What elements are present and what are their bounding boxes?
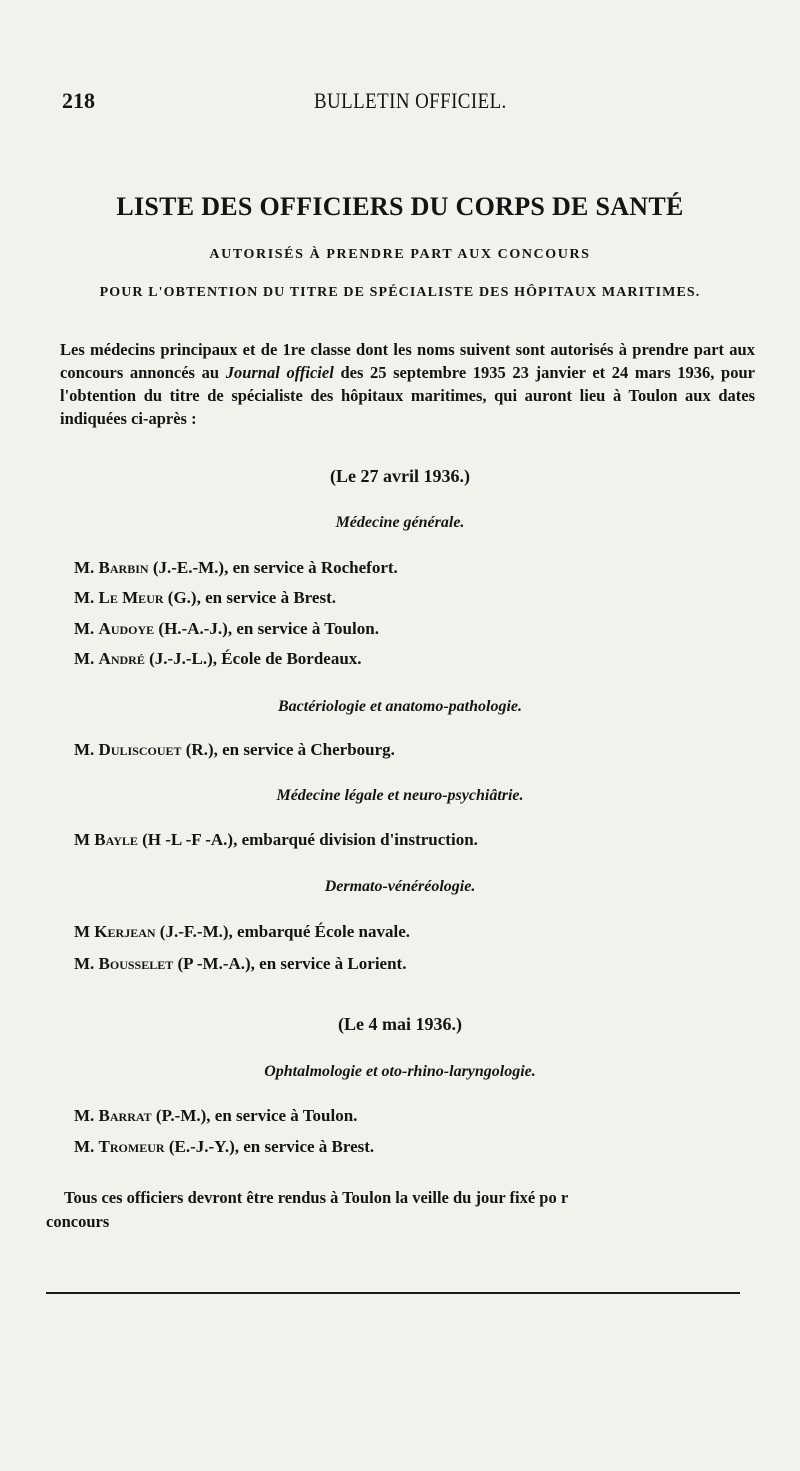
officer-name: André — [98, 649, 145, 668]
entry-prefix: M. — [74, 1137, 99, 1156]
officer-entry — [74, 619, 379, 639]
officer-detail: (H.-A.-J.), en service à Toulon. — [154, 619, 379, 638]
officer-entry — [74, 1137, 374, 1157]
session-date: (Le 4 mai 1936.) — [338, 1014, 462, 1034]
entry-prefix: M — [74, 830, 95, 849]
officer-entry — [74, 588, 336, 608]
intro-text-part1: Les médecins principaux et de 1re classe dont les noms suivent sont autorisés à prendre part aux concours annoncés au — [60, 340, 755, 382]
officer-entry — [74, 558, 398, 578]
officer-entry — [74, 830, 478, 850]
officer-detail: (G.), en service à Brest. — [163, 588, 336, 607]
officer-entry — [74, 1106, 357, 1126]
closing-line-2: concours — [46, 1212, 110, 1231]
specialty-heading: Médecine légale et neuro-psychiâtrie. — [276, 787, 524, 804]
session-date: (Le 27 avril 1936.) — [330, 466, 470, 486]
officer-name: Le Meur — [98, 588, 164, 607]
officer-name: Kerjean — [94, 922, 156, 941]
officer-detail: (J.-E.-M.), en service à Rochefort. — [148, 558, 398, 577]
officer-detail: (J.-J.-L.), École de Bordeaux. — [144, 649, 362, 668]
journal-title: BULLETIN OFFICIEL. — [314, 88, 507, 113]
subtitle-authorized: AUTORISÉS À PRENDRE PART AUX CONCOURS — [209, 247, 591, 262]
entry-prefix: M. — [74, 1106, 99, 1125]
officer-name: Audoye — [98, 619, 155, 638]
officer-detail: (P.-M.), en service à Toulon. — [151, 1106, 358, 1125]
officer-name: Duliscouet — [98, 740, 182, 759]
officer-name: Bousselet — [98, 954, 174, 973]
officer-entry — [74, 954, 406, 974]
entry-prefix: M. — [74, 619, 99, 638]
entry-prefix: M. — [74, 954, 99, 973]
specialty-heading: Médecine générale. — [335, 514, 465, 531]
entry-prefix: M. — [74, 558, 99, 577]
officer-entry — [74, 922, 410, 942]
intro-text-part2: des 25 septembre 1935 23 janvier et 24 mars 1936, pour l'obtention du titre de spécialiste des hôpitaux maritimes, qui auront lieu à Toulon aux dates indiquées ci-après : — [60, 363, 755, 428]
officer-entry — [74, 649, 362, 669]
intro-journal-name: Journal officiel — [225, 363, 334, 382]
specialty-heading: Dermato-vénéréologie. — [324, 878, 476, 895]
entry-prefix: M — [74, 922, 95, 941]
intro-paragraph — [60, 338, 755, 430]
subtitle-obtention: POUR L'OBTENTION DU TITRE DE SPÉCIALISTE DES HÔPITAUX MARITIMES. — [99, 285, 701, 300]
entry-prefix: M. — [74, 588, 99, 607]
officer-name: Barbin — [98, 558, 149, 577]
closing-line-1: Tous ces officiers devront être rendus à Toulon la veille du jour fixé po r — [64, 1188, 569, 1207]
bottom-rule — [46, 1292, 740, 1294]
closing-paragraph — [46, 1186, 756, 1234]
officer-detail: (J.-F.-M.), embarqué École navale. — [155, 922, 411, 941]
document-title: LISTE DES OFFICIERS DU CORPS DE SANTÉ — [116, 192, 684, 221]
page-number: 218 — [62, 88, 95, 113]
officer-detail: (R.), en service à Cherbourg. — [181, 740, 395, 759]
officer-detail: (H -L -F -A.), embarqué division d'instruction. — [137, 830, 478, 849]
specialty-heading: Bactériologie et anatomo-pathologie. — [278, 698, 522, 715]
officer-name: Barrat — [98, 1106, 152, 1125]
officer-name: Bayle — [94, 830, 138, 849]
officer-detail: (E.-J.-Y.), en service à Brest. — [164, 1137, 375, 1156]
officer-detail: (P -M.-A.), en service à Lorient. — [173, 954, 407, 973]
specialty-heading: Ophtalmologie et oto-rhino-laryngologie. — [264, 1063, 536, 1080]
entry-prefix: M. — [74, 649, 99, 668]
entry-prefix: M. — [74, 740, 99, 759]
officer-entry — [74, 740, 395, 760]
officer-name: Tromeur — [98, 1137, 165, 1156]
running-head — [62, 88, 762, 118]
